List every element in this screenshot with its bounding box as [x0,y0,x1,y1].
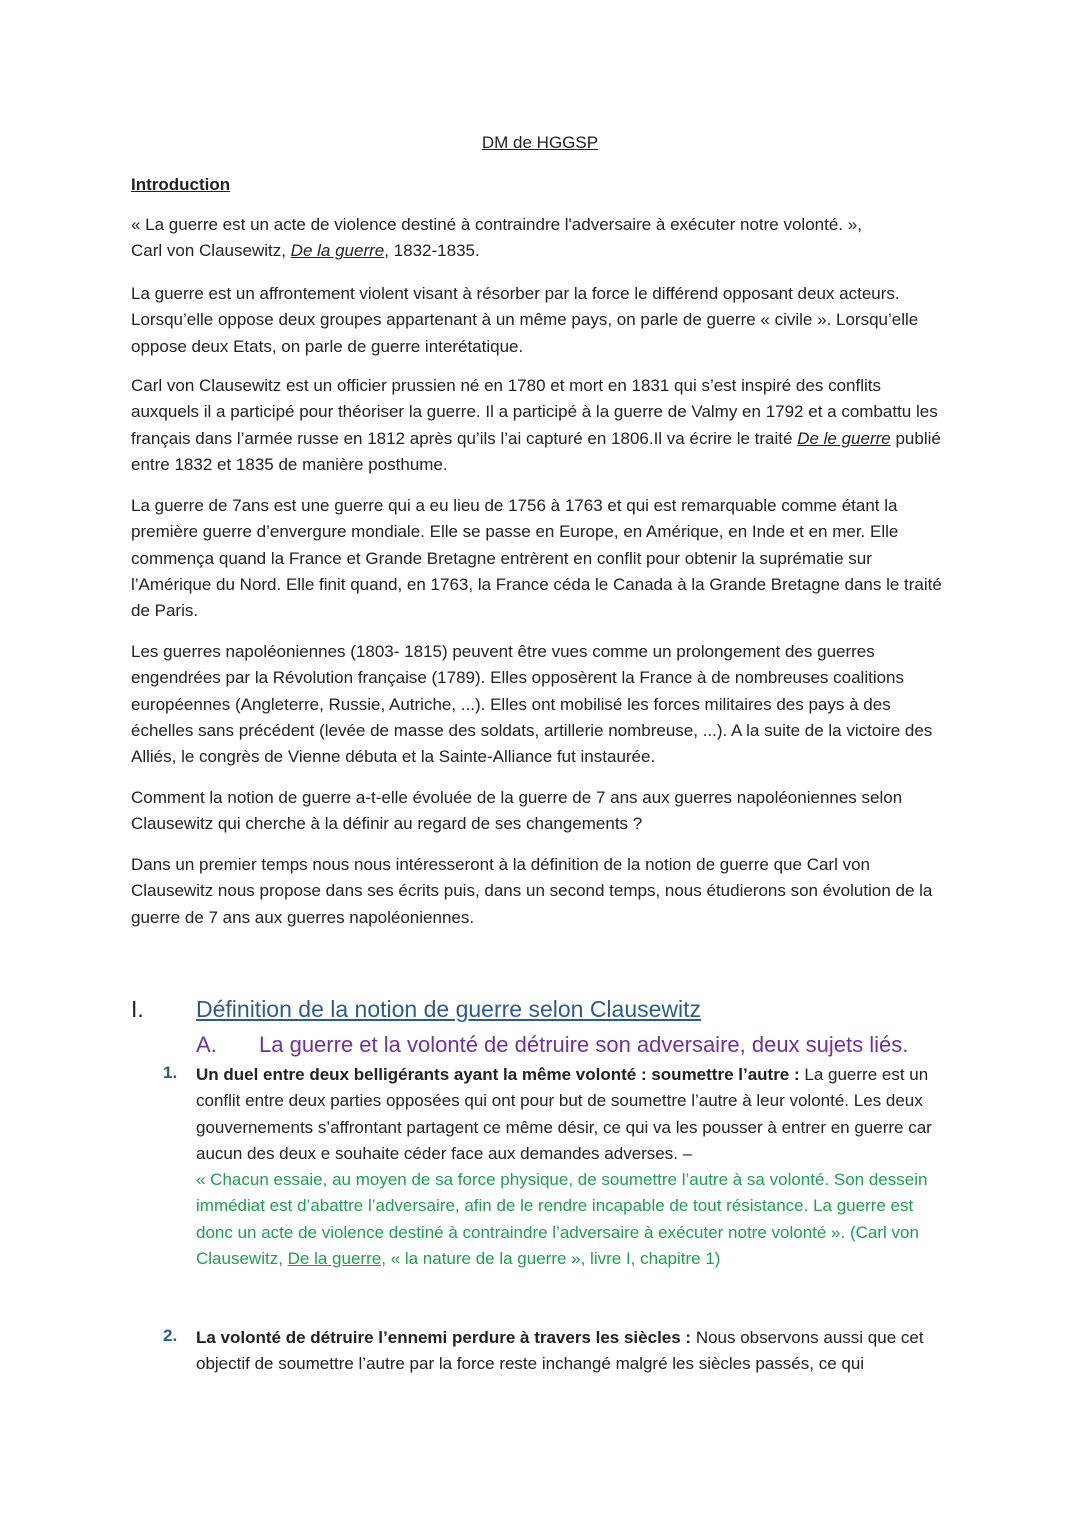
epigraph [131,212,946,265]
item-1-body [196,1062,951,1272]
intro-heading: Introduction [131,175,231,194]
item-number-1: 1. [163,1063,178,1082]
item-number-2: 2. [163,1326,178,1345]
epigraph-work: De la guerre [290,241,385,261]
paragraph-clausewitz: Carl von Clausewitz est un officier prussien né en 1780 et mort en 1831 qui s’est inspiré des conflits auxquels il a participé pour théoriser la guerre. Il a participé à la guerre de Valmy en 1792 et a combattu les français dans l’armée russe en 1812 après qu’ils l’ai capturé en 1806.Il va écrire le traité De le guerre publié entre 1832 et 1835 de manière posthume. [131,376,941,474]
paragraph-plan: Dans un premier temps nous nous intéresseront à la définition de la notion de guerre que Carl von Clausewitz nous propose dans ses écrits puis, dans un second temps, nous étudierons son évolution de la guerre de 7 ans aux guerres napoléoniennes. [131,855,933,927]
section-number: I. [131,996,144,1022]
item-1-quote: « Chacun essaie, au moyen de sa force physique, de soumettre l’autre à sa volonté. Son dessein immédiat est d’abattre l’adversaire, afin de le rendre incapable de tout résistance. La guerre est donc un acte de violence destiné à contraindre l’adversaire à exécuter notre volonté ». (Carl von Clausewitz, De la guerre, « la nature de la guerre », livre I, chapitre 1) [196,1170,928,1269]
item-2-text: Nous observons aussi que cet objectif de soumettre l’autre par la force reste inchangé malgré les siècles passés, ce qui [196,1328,924,1374]
epigraph-dates: , 1832-1835. [384,241,480,261]
item-1-text: La guerre est un conflit entre deux parties opposées qui ont pour but de soumettre l’autre à leur volonté. Les deux gouvernements s’affrontant partagent ce même désir, ce qui va les pousser à entrer en guerre car aucun des deux e souhaite céder face aux demandes adverses. – [196,1065,932,1163]
document-title: DM de HGGSP [481,133,599,152]
epigraph-quote: « La guerre est un acte de violence destiné à contraindre l'adversaire à exécuter notre volonté. », [131,215,862,234]
treatise-title: De le guerre [797,428,891,448]
subsection-letter: A. [196,1032,217,1057]
paragraph-definition: La guerre est un affrontement violent visant à résorber par la force le différend opposant deux acteurs. Lorsqu’elle oppose deux groupes appartenant à un même pays, on parle de guerre « civile ». Lorsqu’elle oppose deux Etats, on parle de guerre interétatique. [131,284,919,356]
subsection-title: La guerre et la volonté de détruire son adversaire, deux sujets liés. [259,1032,909,1057]
paragraph-seven-years-war: La guerre de 7ans est une guerre qui a eu lieu de 1756 à 1763 et qui est remarquable comme étant la première guerre d’envergure mondiale. Elle se passe en Europe, en Amérique, en Inde et en mer. Elle commença quand la France et Grande Bretagne entrèrent en conflit pour obtenir la suprématie sur l’Amérique du Nord. Elle finit quand, en 1763, la France céda le Canada à la Grande Bretagne dans le traité de Paris. [131,496,942,621]
item-2-body [196,1325,951,1378]
paragraph-napoleonic-wars: Les guerres napoléoniennes (1803- 1815) peuvent être vues comme un prolongement des guerres engendrées par la Révolution française (1789). Elles opposèrent la France à de nombreuses coalitions européennes (Angleterre, Russie, Autriche, ...). Elles ont mobilisé les forces militaires des pays à des échelles sans précédent (levée de masse des soldats, artillerie nombreuse, ...). A la suite de la victoire des Alliés, le congrès de Vienne débuta et la Sainte-Alliance fut instaurée. [131,642,933,767]
quote-work: De la guerre [287,1249,382,1269]
section-title: Définition de la notion de guerre selon Clausewitz [196,996,702,1022]
paragraph-problematic: Comment la notion de guerre a-t-elle évoluée de la guerre de 7 ans aux guerres napoléoniennes selon Clausewitz qui cherche à la définir au regard de ses changements ? [131,788,903,834]
item-2-heading: La volonté de détruire l’ennemi perdure à travers les siècles : [196,1328,692,1347]
epigraph-author: Carl von Clausewitz, [131,241,291,261]
item-1-heading: Un duel entre deux belligérants ayant la même volonté : soumettre l’autre : [196,1065,800,1084]
